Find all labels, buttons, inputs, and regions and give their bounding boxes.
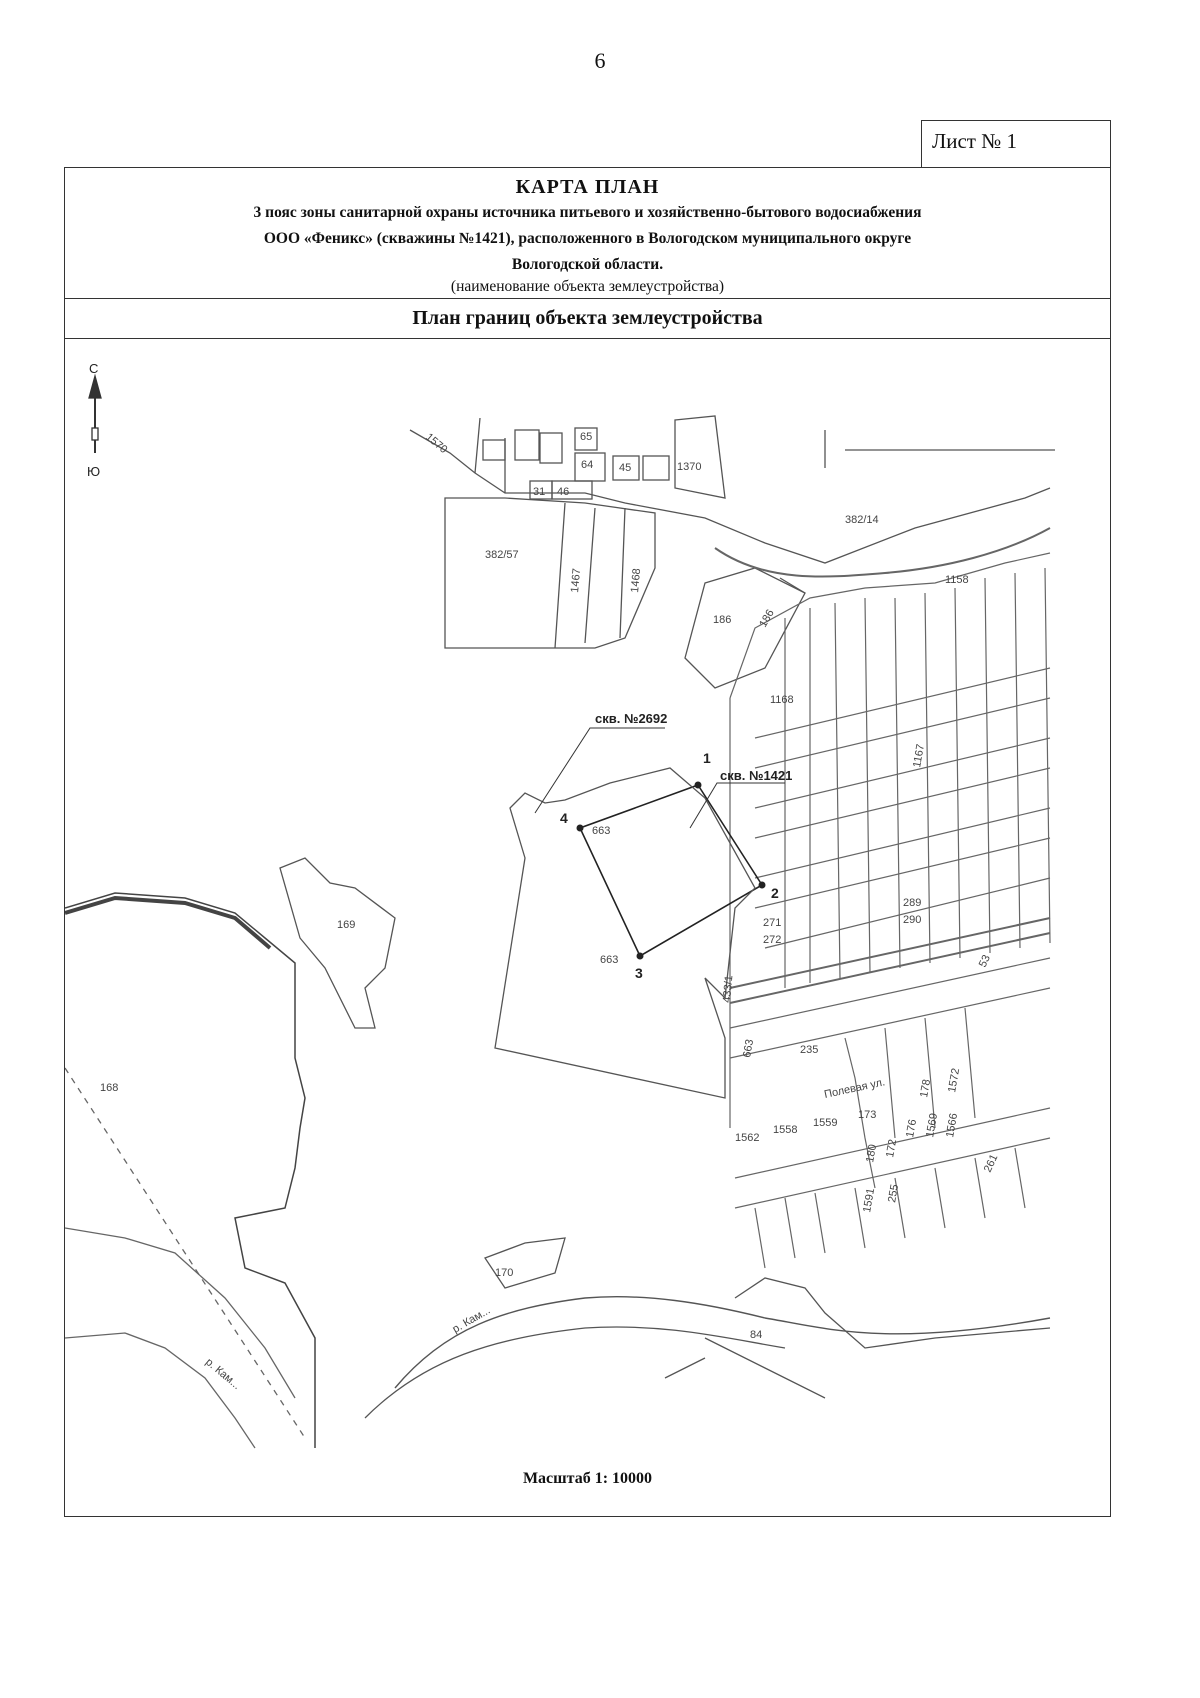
point-2-label: 2 (771, 885, 779, 901)
point-4-label: 4 (560, 810, 568, 826)
parcel-172: 172 (884, 1138, 900, 1159)
parcel-1167: 1167 (911, 743, 928, 769)
map-frame (64, 167, 1111, 1517)
parcel-31: 31 (533, 486, 546, 498)
north-label: С (89, 361, 99, 376)
object-name-caption: (наименование объекта землеустройства) (450, 278, 725, 295)
parcel-1566: 1566 (944, 1112, 961, 1139)
parcel-663-c: 663 (741, 1038, 757, 1059)
point-1-label: 1 (703, 750, 711, 766)
parcel-1562: 1562 (735, 1132, 760, 1144)
parcel-663-b: 663 (600, 954, 619, 966)
parcel-176: 176 (904, 1118, 920, 1139)
parcel-271: 271 (763, 917, 782, 929)
parcel-65: 65 (580, 431, 593, 443)
header-block (65, 168, 1110, 299)
parcel-289: 289 (903, 897, 922, 909)
parcel-173: 173 (858, 1109, 877, 1121)
parcel-1591: 1591 (861, 1187, 878, 1214)
document-description-line-1: 3 пояс зоны санитарной охраны источника питьевого и хозяйственно-бытового водосиабжения (253, 204, 922, 221)
parcel-46: 46 (557, 486, 570, 498)
document-title: КАРТА ПЛАН (515, 176, 660, 198)
parcel-53: 53 (976, 953, 993, 970)
parcel-382-57: 382/57 (485, 549, 519, 561)
parcel-433-1: 433/1 (721, 974, 736, 1004)
parcel-255: 255 (886, 1183, 902, 1204)
page-number: 6 (594, 48, 606, 73)
parcel-261: 261 (981, 1152, 1001, 1175)
parcel-1467: 1467 (569, 567, 584, 594)
parcel-169: 169 (337, 919, 356, 931)
sheet-label: Лист № 1 (921, 120, 1111, 168)
parcel-382-14: 382/14 (845, 514, 879, 526)
well-1421-label: скв. №1421 (720, 768, 793, 783)
parcel-186-a: 186 (713, 614, 732, 626)
south-label: Ю (87, 464, 101, 479)
parcel-170: 170 (495, 1267, 514, 1279)
parcel-1570: 1570 (423, 431, 450, 457)
parcel-663-a: 663 (592, 825, 611, 837)
parcel-1168: 1168 (770, 694, 794, 706)
parcel-84: 84 (750, 1329, 763, 1341)
cadastral-map (65, 338, 1109, 1468)
document-description-line-2: ООО «Феникс» (скважины №1421), расположенного в Вологодском муниципального округе (263, 230, 912, 247)
parcel-1572: 1572 (946, 1067, 963, 1094)
parcel-272: 272 (763, 934, 782, 946)
street-label: Полевая ул. (823, 1076, 887, 1101)
parcel-1468: 1468 (629, 567, 644, 594)
parcel-1558: 1558 (773, 1124, 798, 1136)
parcel-1158: 1158 (945, 574, 969, 586)
parcel-45: 45 (619, 462, 632, 474)
parcel-168: 168 (100, 1082, 119, 1094)
plan-title: План границ объекта землеустройства (65, 298, 1110, 339)
north-arrow-icon (89, 376, 101, 453)
street-grid (730, 553, 1050, 1268)
parcel-64: 64 (581, 459, 594, 471)
parcel-235: 235 (800, 1044, 819, 1056)
document-description-line-3: Вологодской области. (511, 256, 664, 273)
parcel-180: 180 (864, 1143, 880, 1164)
point-markers (577, 782, 766, 960)
parcel-1370: 1370 (677, 461, 702, 473)
river-label-1: р. Кам... (450, 1304, 493, 1336)
parcel-1559: 1559 (813, 1117, 838, 1129)
parcel-290: 290 (903, 914, 922, 926)
sanitary-zone-boundary (580, 785, 762, 956)
river-label-2: р. Кам... (203, 1356, 243, 1392)
map-area (65, 338, 1109, 1515)
parcel-1569: 1569 (924, 1112, 941, 1139)
parcel-178: 178 (918, 1078, 934, 1099)
map-scale: Масштаб 1: 10000 (522, 1470, 653, 1487)
well-2692-label: скв. №2692 (595, 711, 668, 726)
parcel-186-b: 186 (757, 607, 777, 630)
point-3-label: 3 (635, 965, 643, 981)
